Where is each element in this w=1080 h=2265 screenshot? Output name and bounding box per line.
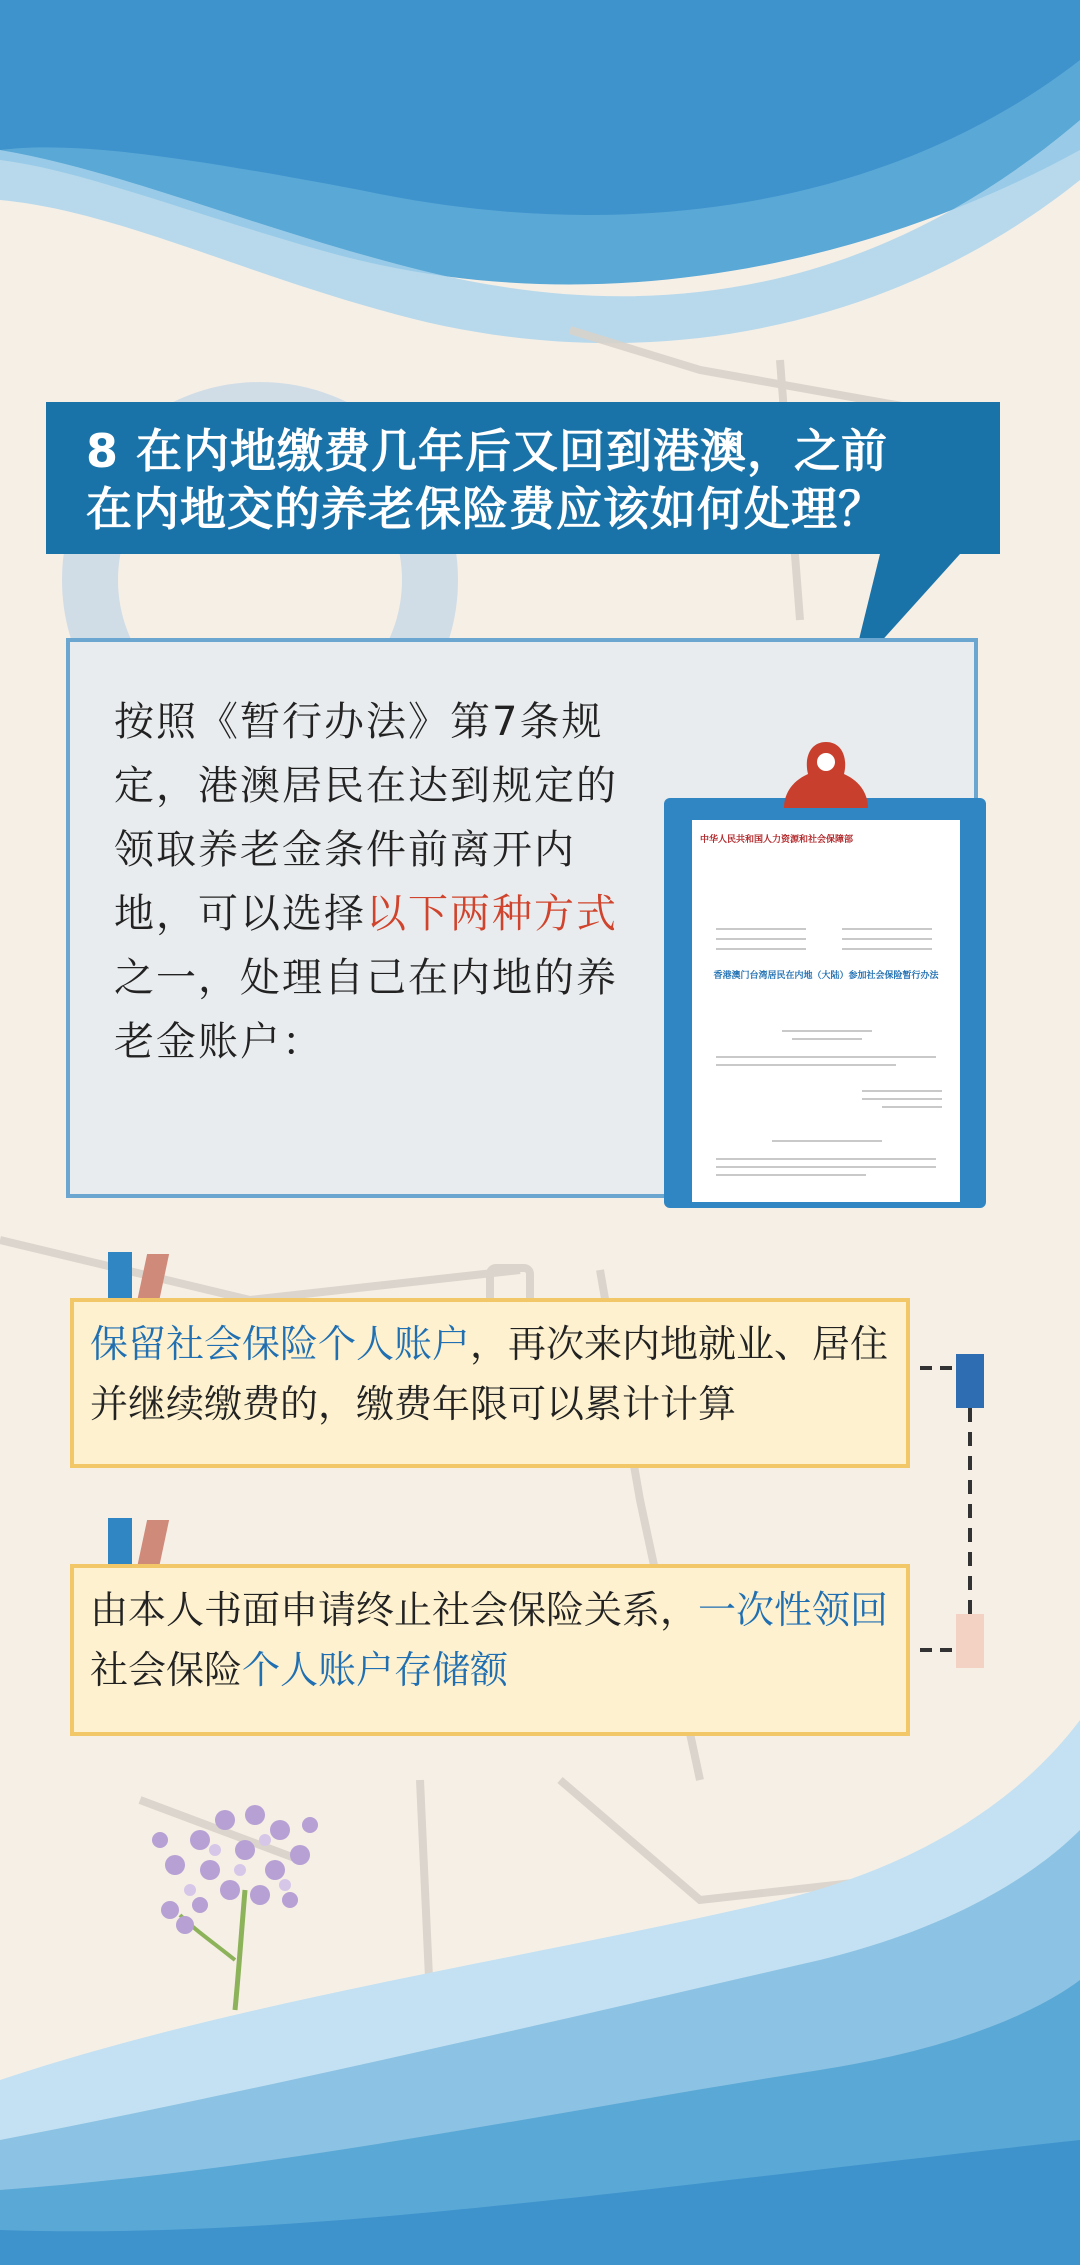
answer-text <box>114 690 634 1074</box>
option-2-box <box>70 1564 910 1736</box>
document-clipboard <box>664 798 986 1208</box>
option-1-text: ，再次来内地就业、居住并继续缴费的，缴费年限可以累计计算 <box>90 1322 889 1426</box>
question-line-2: 在内地交的养老保险费应该如何处理？ <box>86 482 885 536</box>
answer-part-1: 按照《暂行办法》第7条规定，港澳居民在达到规定的领取养老金条件前离开内地，可以选择 <box>114 699 618 937</box>
answer-part-2: 之一，处理自己在内地的养老金账户： <box>114 955 618 1065</box>
document-page <box>692 820 960 1202</box>
question-line-1: 8 在内地缴费几年后又回到港澳，之前 <box>86 424 889 478</box>
option-1-highlight: 保留社会保险个人账户 <box>90 1322 471 1366</box>
option-2-highlight-1: 一次性领回 <box>698 1588 889 1632</box>
option-2-highlight-2: 个人账户存储额 <box>242 1648 509 1692</box>
document-title: 香港澳门台湾居民在内地（大陆）参加社会保险暂行办法 <box>713 971 939 981</box>
question-banner <box>46 402 1000 554</box>
connector-marker-2 <box>956 1614 984 1668</box>
option-1-box <box>70 1298 910 1468</box>
answer-highlight: 以下两种方式 <box>366 891 618 937</box>
connector-marker-1 <box>956 1354 984 1408</box>
option-2-mid: 社会保险 <box>90 1648 243 1692</box>
option-2-lead: 由本人书面申请终止社会保险关系， <box>90 1588 699 1632</box>
clipboard-clip-icon <box>780 738 872 830</box>
document-header: 中华人民共和国人力资源和社会保障部 <box>700 835 854 845</box>
